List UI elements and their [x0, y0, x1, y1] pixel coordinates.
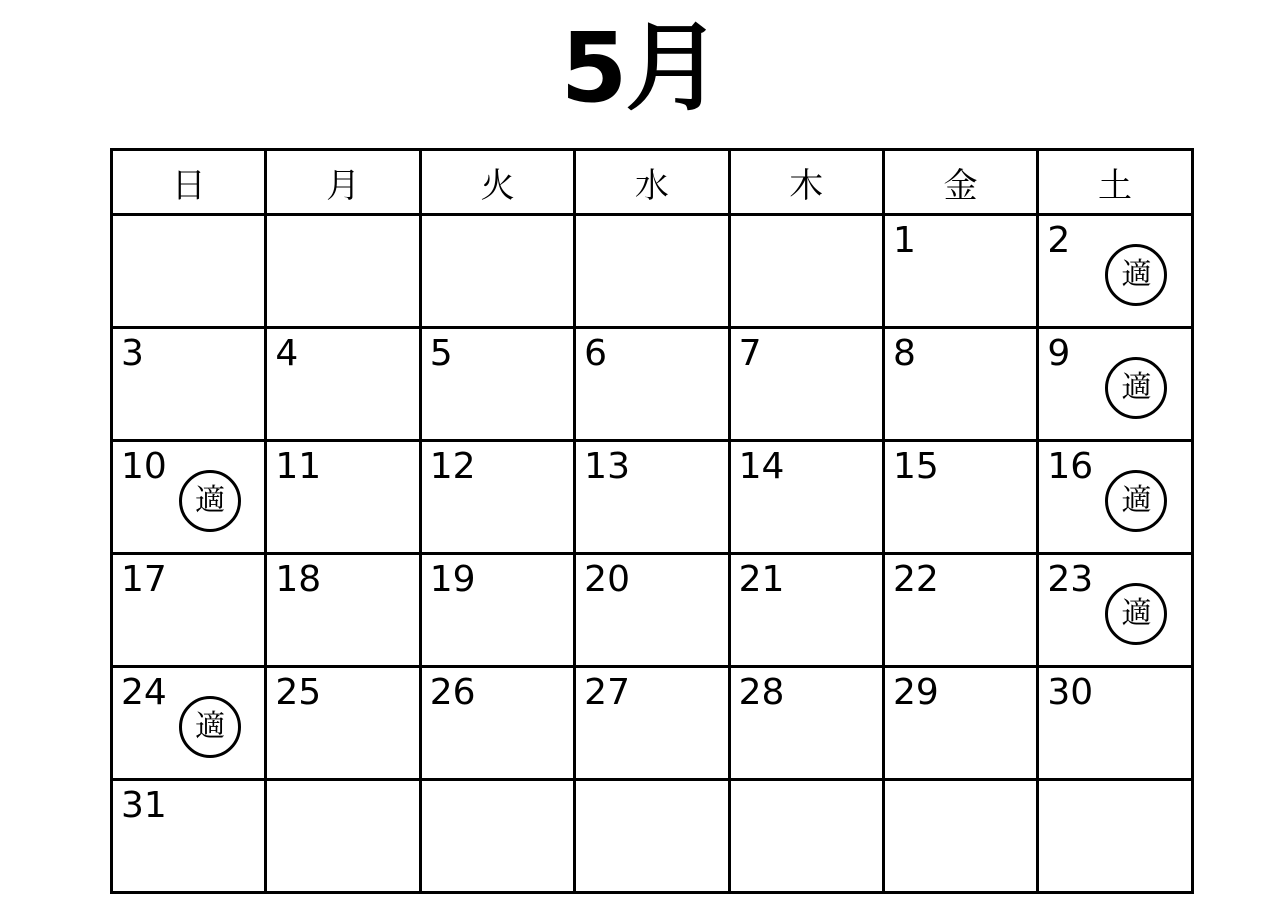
calendar-empty-cell — [729, 780, 883, 893]
calendar-day-cell[interactable] — [729, 667, 883, 780]
day-number: 16 — [1047, 446, 1094, 487]
day-number — [267, 223, 275, 229]
weekday-header-weekday-4: 木 — [729, 150, 883, 215]
day-number: 5 — [429, 333, 453, 374]
day-number: 24 — [121, 672, 167, 713]
day-number: 30 — [1047, 672, 1094, 713]
calendar-container — [110, 148, 1170, 894]
calendar-day-cell[interactable] — [266, 328, 420, 441]
calendar-day-cell[interactable] — [883, 328, 1037, 441]
calendar-empty-cell — [266, 780, 420, 893]
calendar-empty-cell — [112, 215, 266, 328]
calendar-day-cell[interactable] — [266, 554, 420, 667]
day-number: 10 — [121, 446, 167, 487]
day-number: 21 — [738, 559, 785, 600]
calendar-day-cell[interactable] — [1038, 215, 1192, 328]
day-number: 12 — [429, 446, 476, 487]
calendar-day-cell[interactable] — [883, 441, 1037, 554]
day-number — [422, 788, 430, 794]
calendar-day-cell[interactable] — [112, 441, 266, 554]
day-number: 20 — [584, 559, 630, 600]
page-title: 5月 — [560, 12, 720, 124]
suitable-stamp-icon: 適 — [1105, 583, 1167, 645]
day-number — [731, 788, 739, 794]
calendar-day-cell[interactable] — [420, 328, 574, 441]
day-number: 31 — [121, 785, 167, 826]
day-number — [885, 788, 893, 794]
suitable-stamp-icon: 適 — [1105, 357, 1167, 419]
day-number: 19 — [429, 559, 476, 600]
weekday-header-sunday-0: 日 — [112, 150, 266, 215]
month-calendar-table — [110, 148, 1194, 894]
calendar-page — [0, 8, 1280, 904]
weekday-header-weekday-5: 金 — [883, 150, 1037, 215]
calendar-day-cell[interactable] — [729, 554, 883, 667]
calendar-day-cell[interactable] — [883, 667, 1037, 780]
calendar-day-cell[interactable] — [112, 328, 266, 441]
day-number — [113, 223, 121, 229]
calendar-day-cell[interactable] — [1038, 441, 1192, 554]
day-number: 29 — [892, 672, 939, 713]
weekday-header-saturday-6: 土 — [1038, 150, 1192, 215]
day-number: 4 — [275, 333, 299, 374]
calendar-day-cell[interactable] — [420, 441, 574, 554]
suitable-stamp-icon: 適 — [179, 696, 241, 758]
day-number: 11 — [275, 446, 322, 487]
calendar-week-row — [112, 441, 1193, 554]
calendar-day-cell[interactable] — [575, 328, 729, 441]
day-number — [576, 788, 584, 794]
day-number — [731, 223, 739, 229]
day-number: 25 — [275, 672, 322, 713]
calendar-empty-cell — [575, 780, 729, 893]
calendar-day-cell[interactable] — [420, 667, 574, 780]
day-number: 22 — [892, 559, 939, 600]
calendar-day-cell[interactable] — [112, 780, 266, 893]
calendar-week-row — [112, 667, 1193, 780]
day-number — [267, 788, 275, 794]
day-number: 3 — [121, 333, 144, 374]
calendar-empty-cell — [729, 215, 883, 328]
day-number: 17 — [121, 559, 167, 600]
calendar-day-cell[interactable] — [266, 667, 420, 780]
calendar-day-cell[interactable] — [266, 441, 420, 554]
calendar-day-cell[interactable] — [420, 554, 574, 667]
day-number: 23 — [1047, 559, 1094, 600]
day-number — [422, 223, 430, 229]
calendar-day-cell[interactable] — [1038, 554, 1192, 667]
calendar-week-row — [112, 328, 1193, 441]
calendar-week-row — [112, 554, 1193, 667]
day-number: 13 — [584, 446, 630, 487]
day-number: 15 — [892, 446, 939, 487]
day-number — [1039, 788, 1047, 794]
calendar-day-cell[interactable] — [883, 215, 1037, 328]
calendar-day-cell[interactable] — [729, 441, 883, 554]
calendar-day-cell[interactable] — [575, 441, 729, 554]
weekday-header-weekday-1: 月 — [266, 150, 420, 215]
suitable-stamp-icon: 適 — [179, 470, 241, 532]
day-number: 6 — [584, 333, 608, 374]
day-number: 18 — [275, 559, 322, 600]
calendar-day-cell[interactable] — [112, 554, 266, 667]
day-number: 28 — [738, 672, 785, 713]
day-number: 9 — [1047, 333, 1071, 374]
day-number: 1 — [892, 220, 916, 261]
day-number: 27 — [584, 672, 630, 713]
calendar-day-cell[interactable] — [575, 554, 729, 667]
calendar-day-cell[interactable] — [112, 667, 266, 780]
calendar-week-row — [112, 215, 1193, 328]
day-number: 2 — [1047, 220, 1071, 261]
suitable-stamp-icon: 適 — [1105, 244, 1167, 306]
calendar-empty-cell — [420, 780, 574, 893]
weekday-header-weekday-3: 水 — [575, 150, 729, 215]
day-number: 8 — [892, 333, 916, 374]
calendar-header-row-group — [112, 150, 1193, 215]
calendar-empty-cell — [420, 215, 574, 328]
day-number: 26 — [429, 672, 476, 713]
calendar-empty-cell — [1038, 780, 1192, 893]
calendar-week-row — [112, 780, 1193, 893]
calendar-empty-cell — [266, 215, 420, 328]
calendar-body — [112, 215, 1193, 893]
day-number: 7 — [738, 333, 762, 374]
calendar-day-cell[interactable] — [729, 328, 883, 441]
day-number: 14 — [738, 446, 785, 487]
calendar-day-cell[interactable] — [1038, 328, 1192, 441]
suitable-stamp-icon: 適 — [1105, 470, 1167, 532]
calendar-empty-cell — [883, 780, 1037, 893]
calendar-day-cell[interactable] — [883, 554, 1037, 667]
calendar-day-cell[interactable] — [575, 667, 729, 780]
calendar-empty-cell — [575, 215, 729, 328]
weekday-header-row — [112, 150, 1193, 215]
day-number — [576, 223, 584, 229]
calendar-day-cell[interactable] — [1038, 667, 1192, 780]
weekday-header-weekday-2: 火 — [420, 150, 574, 215]
